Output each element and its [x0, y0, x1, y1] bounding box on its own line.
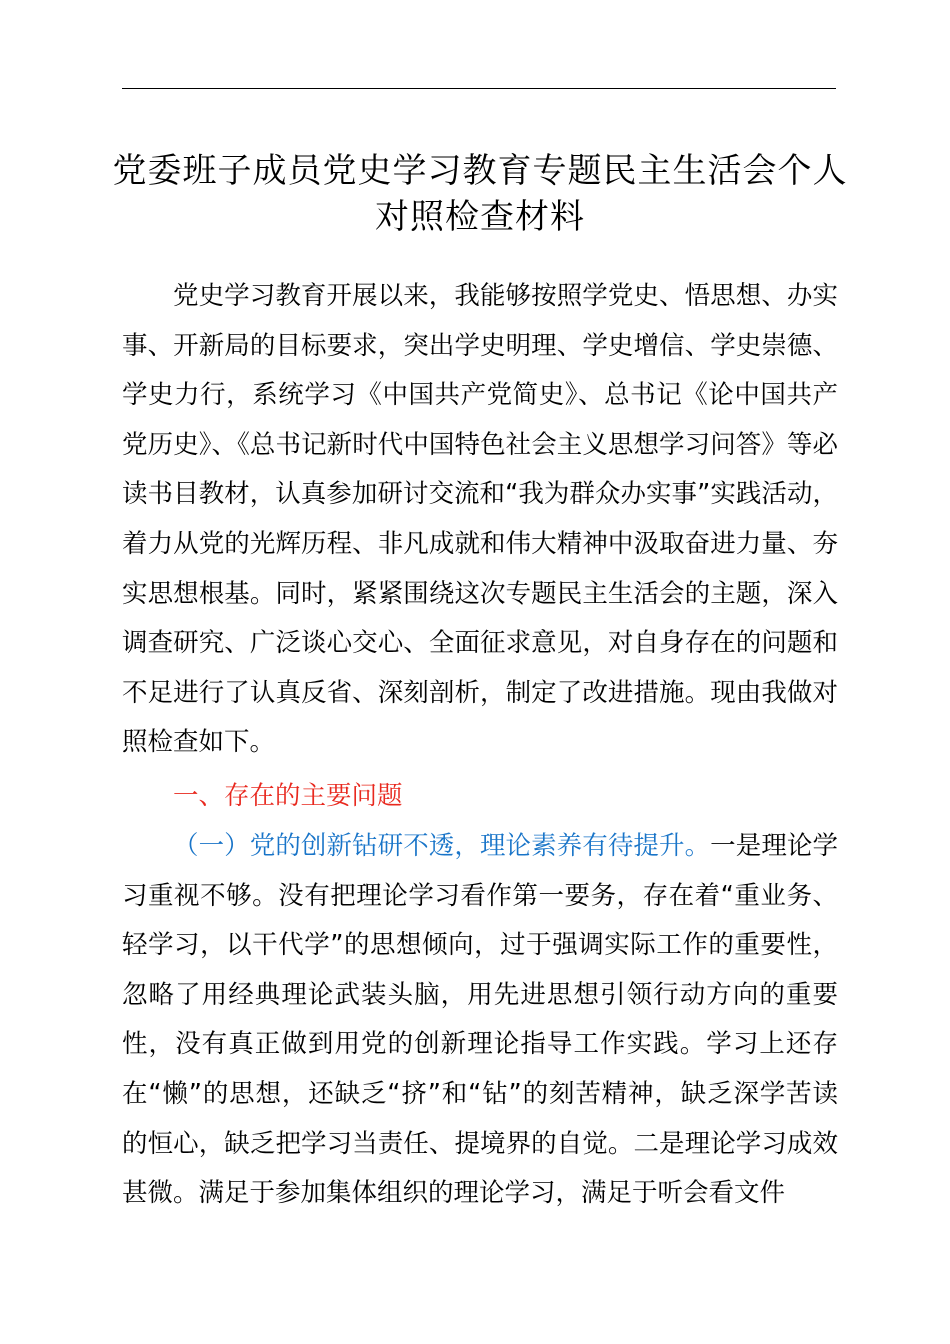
document-title: 党委班子成员党史学习教育专题民主生活会个人对照检查材料 — [112, 151, 848, 237]
intro-paragraph: 党史学习教育开展以来，我能够按照学党史、悟思想、办实事、开新局的目标要求，突出学史明理、学史增信、学史崇德、学史力行，系统学习《中国共产党简史》、总书记《论中国共产党历史》、《总书记新时代中国特色社会主义思想学习问答》等必读书目教材，认真参加研讨交流和“我为群众办实事”实践活动，着力从党的光辉历程、非凡成就和伟大精神中汲取奋进力量、夯实思想根基。同时，紧紧围绕这次专题民主生活会的主题，深入调查研究、广泛谈心交心、全面征求意见，对自身存在的问题和不足进行了认真反省、深刻剖析，制定了改进措施。现由我做对照检查如下。 — [122, 281, 838, 758]
header-rule — [122, 88, 836, 89]
subsection-body: 一是理论学习重视不够。没有把理论学习看作第一要务，存在着“重业务、轻学习，以干代学”的思想倾向，过于强调实际工作的重要性，忽略了用经典理论武装头脑，用先进思想引领行动方向的重要性，没有真正做到用党的创新理论指导工作实践。学习上还存在“懒”的思想，还缺乏“挤”和“钻”的刻苦精神，缺乏深学苦读的恒心，缺乏把学习当责任、提境界的自觉。二是理论学习成效甚微。满足于参加集体组织的理论学习，满足于听会看文件 — [122, 831, 838, 1209]
subsection-paragraph — [122, 822, 838, 1219]
section-heading: 一、存在的主要问题 — [173, 781, 403, 811]
subsection-heading: （一）党的创新钻研不透，理论素养有待提升。 — [173, 831, 711, 861]
